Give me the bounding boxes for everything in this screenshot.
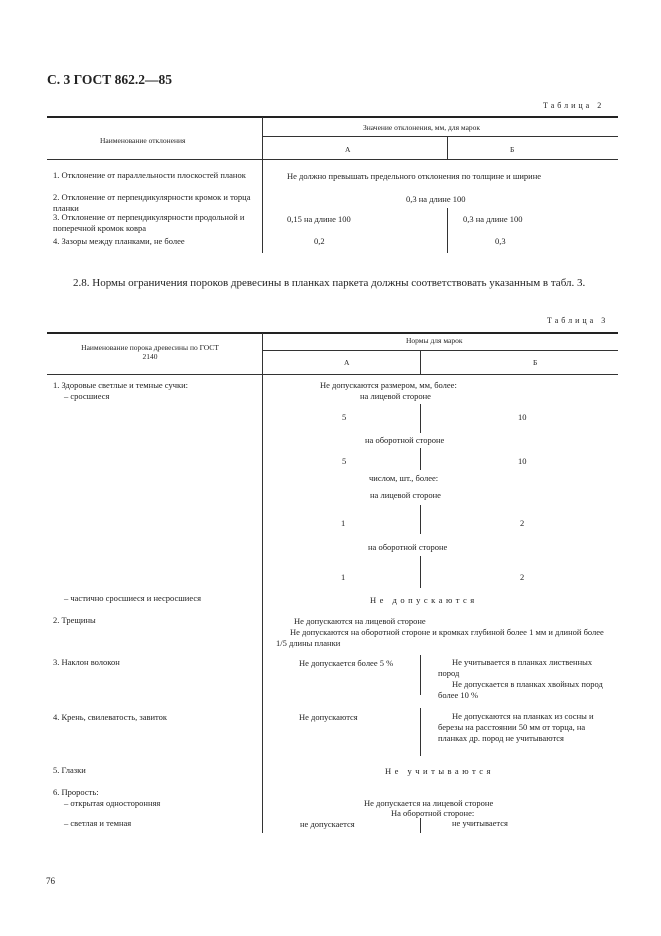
table3-col-b: Б: [533, 358, 538, 367]
table3-r1-div2: [420, 448, 421, 470]
table3-r4-a: Не допускаются: [299, 712, 358, 722]
table2-row2-name: 2. Отклонение от перпендикулярности кромок и торца планки: [53, 192, 251, 213]
table3-col-norms: Нормы для марок: [406, 336, 463, 345]
table3-header-rule: [47, 374, 618, 375]
table3-r1-v2a: 5: [342, 456, 347, 466]
table3-r4-b: Не допускаются на планках из сосны и березы на расстоянии 50 мм от торца, на планках др. пород не учитываются: [438, 711, 594, 743]
table3-r3-b1: Не учитывается в планках лиственных пород: [438, 657, 593, 678]
table3-caption: Таблица 3: [547, 316, 609, 325]
table3-r1-div4: [420, 556, 421, 588]
table3-r6-sub2: – светлая и темная: [64, 818, 132, 828]
table3-r1-v4b: 2: [520, 572, 525, 582]
table2-ab-divider: [447, 208, 448, 253]
table2-ab-divider-head: [447, 136, 448, 159]
table3-r5-name: 5. Глазки: [53, 765, 86, 775]
table2-row1-value: Не должно превышать предельного отклонения по толщине и ширине: [287, 171, 542, 181]
table3-col-a: А: [344, 358, 350, 367]
table3-r3-b2: Не допускается в планках хвойных пород более 10 %: [438, 679, 603, 700]
table2-col-name: Наименование отклонения: [100, 136, 186, 145]
table3-r1-t1: Не допускаются размером, мм, более:: [320, 380, 457, 390]
table2-header-rule: [47, 159, 618, 160]
table3-r6-name: 6. Прорость:: [53, 787, 99, 797]
table3-r1-t5: на лицевой стороне: [370, 490, 441, 500]
table3-r2-name: 2. Трещины: [53, 615, 96, 625]
table3-subheader-rule: [263, 350, 618, 351]
table3-r1-v4a: 1: [341, 572, 346, 582]
table3-col-name: Наименование порока древесины по ГОСТ 2140: [81, 343, 219, 361]
table3-r4-name: 4. Крень, свилеватость, завиток: [53, 712, 168, 722]
table2-row2-value: 0,3 на длине 100: [406, 194, 466, 204]
table3-r6-v2: На оборотной стороне:: [391, 808, 475, 818]
table3-r6-div: [420, 818, 421, 833]
table2-row4-name: 4. Зазоры между планками, не более: [53, 236, 185, 246]
table2-col-value: Значение отклонения, мм, для марок: [363, 123, 481, 132]
table3-r1-v3a: 1: [341, 518, 346, 528]
page-number: 76: [46, 876, 55, 886]
table3-r6-a: не допускается: [300, 819, 355, 829]
table3-r5-val: Не учитываются: [385, 766, 494, 776]
table3-ab-divider-head: [420, 350, 421, 374]
table3-r6-b: не учитывается: [452, 818, 508, 828]
table3-r1-t4: числом, шт., более:: [369, 473, 439, 483]
table3-r6-v1: Не допускается на лицевой стороне: [364, 798, 494, 808]
table3-r1-v2b: 10: [518, 456, 527, 466]
table3-r1-v3b: 2: [520, 518, 525, 528]
table3-r6-sub1: – открытая односторонняя: [64, 798, 161, 808]
table3-r1-sub2-val: Не допускаются: [370, 595, 478, 605]
table3-r1-sub2: – частично сросшиеся и несросшиеся: [64, 593, 202, 603]
table3-r1-t6: на оборотной стороне: [368, 542, 448, 552]
table2-row1-name: 1. Отклонение от параллельности плоскостей планок: [53, 170, 246, 180]
table3-top-rule: [47, 332, 618, 334]
table2-caption: Таблица 2: [543, 101, 605, 110]
table3-r1-name: 1. Здоровые светлые и темные сучки:: [53, 380, 189, 390]
table2-col-b: Б: [510, 145, 515, 154]
table3-r4-div: [420, 708, 421, 756]
table3-r1-t3: на оборотной стороне: [365, 435, 445, 445]
table3-r2-t2: Не допускаются на оборотной стороне и кромках глубиной более 1 мм и длиной более 1/5 длины планки: [276, 627, 604, 648]
table2-subheader-rule: [263, 136, 618, 137]
table3-r1-t2: на лицевой стороне: [360, 391, 431, 401]
table3-r1-sub: – сросшиеся: [64, 391, 110, 401]
table3-r1-div1: [420, 404, 421, 433]
table2-row3-b: 0,3 на длине 100: [463, 214, 523, 224]
table3-r2-t1: Не допускаются на лицевой стороне: [294, 616, 426, 626]
table3-r3-a: Не допускается более 5 %: [299, 658, 394, 668]
table3-divider: [262, 333, 263, 833]
table2-top-rule: [47, 116, 618, 118]
page-header: С. 3 ГОСТ 862.2—85: [47, 72, 173, 87]
table3-r1-div3: [420, 505, 421, 534]
paragraph-2-8: 2.8. Нормы ограничения пороков древесины в планках паркета должны соответствовать указанным в табл. 3.: [73, 277, 586, 289]
table3-r3-div: [420, 655, 421, 695]
table2-row3-a: 0,15 на длине 100: [287, 214, 351, 224]
table2-divider: [262, 117, 263, 253]
table2-col-a: А: [345, 145, 351, 154]
table3-r3-name: 3. Наклон волокон: [53, 657, 120, 667]
table3-r1-v1a: 5: [342, 412, 347, 422]
table2-row3-name: 3. Отклонение от перпендикулярности продольной и поперечной кромок ковра: [53, 212, 245, 233]
table3-r1-v1b: 10: [518, 412, 527, 422]
table2-row4-b: 0,3: [495, 236, 506, 246]
table2-row4-a: 0,2: [314, 236, 325, 246]
